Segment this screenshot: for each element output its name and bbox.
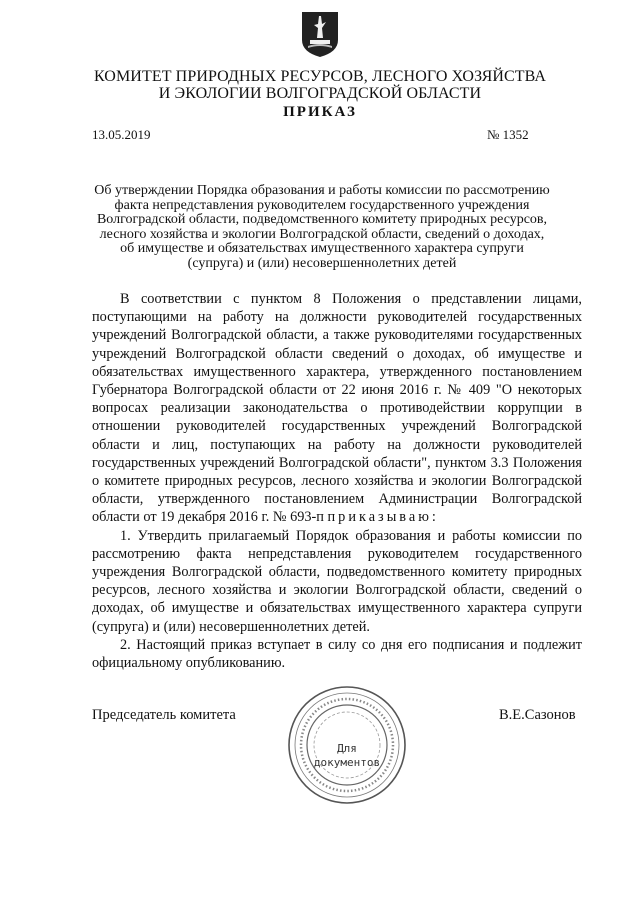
item-1-paragraph: 1. Утвердить прилагаемый Порядок образования и работы комиссии по рассмотрению факта непредставления руководителем государственного учреждения Волгоградской области, подведомственного комитету природных ресурсов, лесного хозяйства и экологии Волгоградской области, сведений о доходах, об имуществе и обязательствах имущественного характера супруги (супруга) и (или) несовершеннолетних детей. xyxy=(92,527,582,635)
subject-line: Об утверждении Порядка образования и работы комиссии по рассмотрению xyxy=(94,183,550,198)
subject-line: Волгоградской области, подведомственного комитету природных ресурсов, xyxy=(96,212,548,228)
document-subject xyxy=(85,184,559,272)
organization-line-2: И ЭКОЛОГИИ ВОЛГОГРАДСКОЙ ОБЛАСТИ xyxy=(158,85,482,102)
preamble-text: В соответствии с пунктом 8 Положения о представлении лицами, поступающими на работу на должности руководителей государственных учреждений Волгоградской области, а также руководителями государственных учреждений Волгоградской области сведений о доходах, об имуществе и обязательствах имущественного характера, утвержденного постановлением Губернатора Волгоградской области от 22 июня 2016 г. № 409 "О некоторых вопросах реализации законодательства о противодействии коррупции в отношении руководителей государственных учреждений Волгоградской области и лиц, поступающих на работу на должности руководителей государственных учреждений Волгоградской области", пунктом 3.3 Положения о комитете природных ресурсов, лесного хозяйства и экологии Волгоградской области, утвержденного постановлением Администрации Волгоградской области от 19 декабря 2016 г. № 693-п xyxy=(92,291,582,526)
subject-line: об имуществе и обязательствах имущественного характера супруги xyxy=(120,241,524,257)
document-number: № 1352 xyxy=(487,127,529,142)
coat-of-arms-icon xyxy=(300,10,340,58)
document-type: ПРИКАЗ xyxy=(283,104,357,120)
document-body xyxy=(92,290,582,672)
signatory-position: Председатель комитета xyxy=(92,707,236,723)
decree-word: приказываю: xyxy=(327,509,439,526)
item-2-paragraph: 2. Настоящий приказ вступает в силу со дня его подписания и подлежит официальному опубликованию. xyxy=(92,636,582,672)
stamp-text xyxy=(308,742,386,770)
organization-line-1: КОМИТЕТ ПРИРОДНЫХ РЕСУРСОВ, ЛЕСНОГО ХОЗЯЙСТВА xyxy=(93,68,547,85)
subject-line: лесного хозяйства и экологии Волгоградской области, сведений о доходах, xyxy=(99,226,545,242)
organization-name xyxy=(60,68,580,102)
stamp-line-1: Для xyxy=(337,742,357,755)
subject-line: факта непредставления руководителем государственного учреждения xyxy=(114,197,530,213)
document-date: 13.05.2019 xyxy=(92,127,151,142)
preamble-paragraph xyxy=(92,290,582,527)
subject-line: (супруга) и (или) несовершеннолетних детей xyxy=(187,255,457,271)
signatory-name: В.Е.Сазонов xyxy=(499,707,576,723)
stamp-line-2: документов xyxy=(313,756,381,769)
